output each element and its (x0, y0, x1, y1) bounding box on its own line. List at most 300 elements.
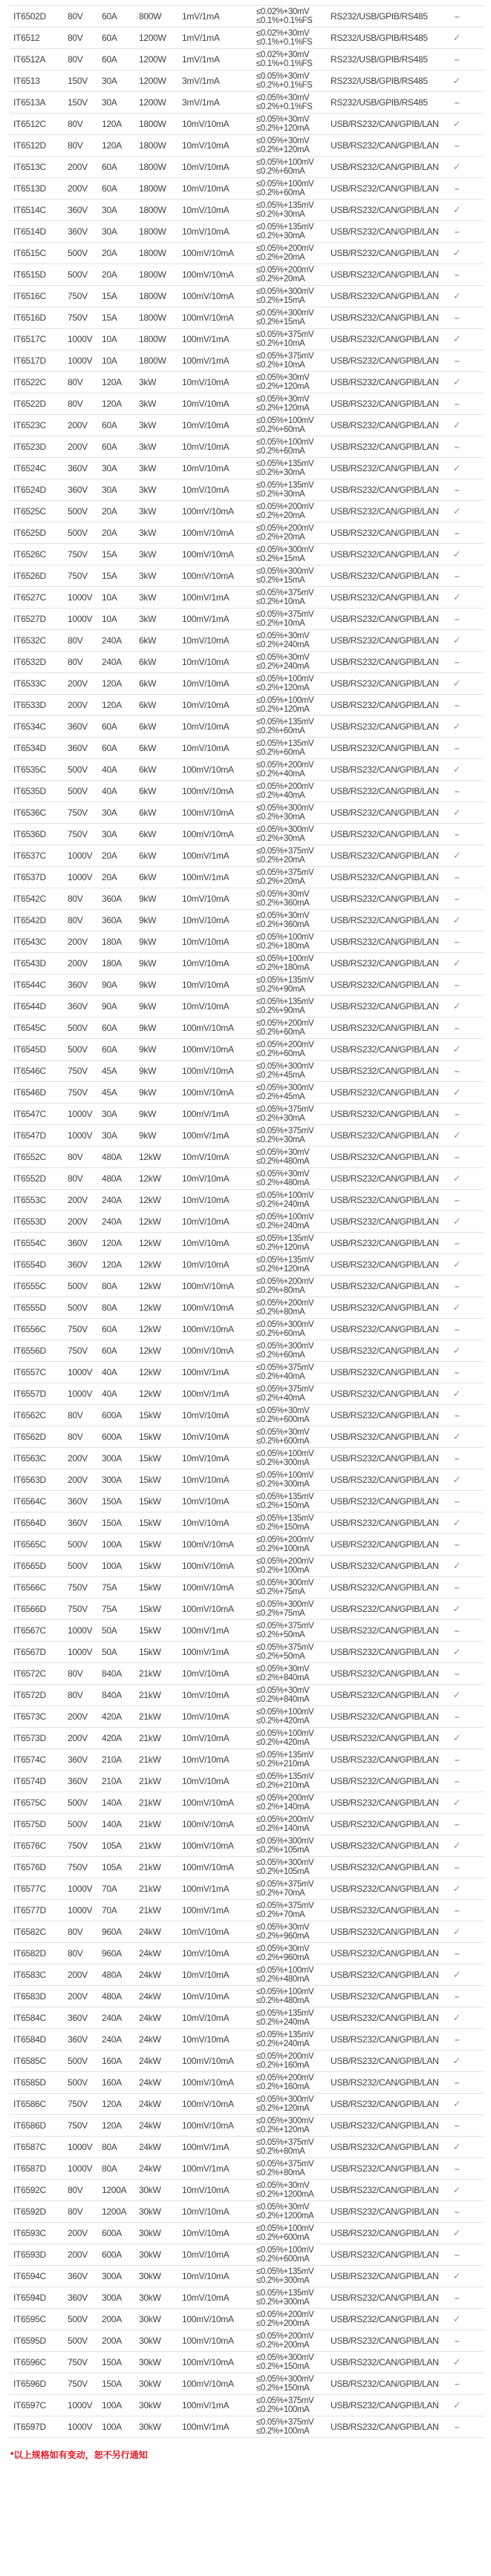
current-cell: 300A (102, 2292, 122, 2303)
accuracy-current-line: ≤0.2%+15mA (256, 576, 305, 585)
model-cell: IT6556D (13, 1346, 46, 1356)
table-row (10, 888, 484, 910)
current-cell: 960A (102, 1948, 122, 1959)
model-cell: IT6554C (13, 1238, 46, 1248)
power-cell: 30kW (139, 2400, 161, 2411)
model-cell: IT6527D (13, 614, 46, 624)
voltage-cell: 500V (68, 248, 88, 258)
resolution-cell: 10mV/10mA (182, 1410, 230, 1420)
resolution-cell: 10mV/10mA (182, 162, 230, 172)
interfaces-cell: USB/RS232/CAN/GPIB/LAN (331, 743, 439, 753)
resolution-cell: 100mV/10mA (182, 2077, 234, 2088)
resolution-cell: 100mV/10mA (182, 2314, 234, 2324)
table-row (10, 2180, 484, 2201)
current-cell: 40A (102, 1389, 117, 1399)
accuracy-voltage-line: ≤0.05%+200mV (256, 502, 314, 511)
accuracy-current-line: ≤0.2%+140mA (256, 1803, 310, 1812)
model-cell: IT6525C (13, 506, 46, 517)
accuracy-voltage-line: ≤0.05%+135mV (256, 2030, 314, 2039)
interfaces-cell: USB/RS232/CAN/GPIB/LAN (331, 2271, 439, 2281)
accuracy-voltage-line: ≤0.05%+100mV (256, 157, 314, 167)
accuracy-current-line: ≤0.2%+240mA (256, 1222, 310, 1230)
accuracy-cell (256, 2310, 331, 2329)
voltage-cell: 200V (68, 1733, 88, 1743)
dash-icon: – (454, 786, 460, 796)
interfaces-cell: USB/RS232/CAN/GPIB/LAN (331, 1862, 439, 1872)
interfaces-cell: USB/RS232/CAN/GPIB/LAN (331, 2120, 439, 2131)
flag-cell (442, 957, 472, 969)
voltage-cell: 360V (68, 980, 88, 990)
current-cell: 120A (102, 1238, 122, 1248)
accuracy-cell (256, 330, 331, 349)
check-icon: ✓ (452, 462, 461, 473)
accuracy-cell (256, 1191, 331, 1210)
model-cell: IT6537C (13, 851, 46, 861)
accuracy-current-line: ≤0.2%+30mA (256, 210, 305, 219)
accuracy-current-line: ≤0.2%+20mA (256, 877, 305, 886)
table-row (10, 243, 484, 264)
accuracy-current-line: ≤0.2%+60mA (256, 447, 305, 456)
check-icon: ✓ (452, 2055, 461, 2066)
dash-icon: – (454, 614, 460, 624)
model-cell: IT6547D (13, 1130, 46, 1141)
resolution-cell: 10mV/10mA (182, 1754, 230, 1765)
accuracy-voltage-line: ≤0.05%+135mV (256, 717, 314, 727)
table-row (10, 1728, 484, 1749)
power-cell: 3kW (139, 485, 157, 495)
flag-cell (442, 2206, 472, 2217)
current-cell: 30A (102, 1130, 117, 1141)
model-cell: IT6565D (13, 1561, 46, 1571)
model-cell: IT6513A (13, 97, 46, 108)
voltage-cell: 750V (68, 1862, 88, 1872)
model-cell: IT6575D (13, 1819, 46, 1829)
voltage-cell: 200V (68, 1475, 88, 1485)
table-row (10, 372, 484, 393)
flag-cell (442, 2120, 472, 2131)
power-cell: 15kW (139, 1604, 161, 1614)
accuracy-current-line: ≤0.2%+100mA (256, 1566, 310, 1575)
resolution-cell: 100mV/10mA (182, 248, 234, 258)
interfaces-cell: USB/RS232/CAN/GPIB/LAN (331, 1432, 439, 1442)
table-row (10, 953, 484, 974)
model-cell: IT6543C (13, 937, 46, 947)
accuracy-voltage-line: ≤0.05%+200mV (256, 1535, 314, 1544)
resolution-cell: 100mV/10mA (182, 312, 234, 323)
current-cell: 600A (102, 1432, 122, 1442)
check-icon: ✓ (452, 2098, 461, 2109)
table-row (10, 458, 484, 479)
current-cell: 240A (102, 1216, 122, 1227)
interfaces-cell: USB/RS232/CAN/GPIB/LAN (331, 2314, 439, 2324)
model-cell: IT6573C (13, 1711, 46, 1722)
interfaces-cell: USB/RS232/CAN/GPIB/LAN (331, 485, 439, 495)
current-cell: 420A (102, 1711, 122, 1722)
table-row (10, 49, 484, 71)
flag-cell (442, 1991, 472, 2002)
model-cell: IT6555C (13, 1281, 46, 1291)
resolution-cell: 10mV/10mA (182, 226, 230, 237)
voltage-cell: 500V (68, 1819, 88, 1829)
flag-cell (442, 2077, 472, 2088)
check-icon: ✓ (452, 721, 461, 732)
voltage-cell: 750V (68, 1346, 88, 1356)
power-cell: 9kW (139, 1130, 157, 1141)
model-cell: IT6512D (13, 140, 46, 151)
voltage-cell: 1000V (68, 2400, 93, 2411)
current-cell: 840A (102, 1668, 122, 1679)
voltage-cell: 750V (68, 549, 88, 560)
accuracy-cell (256, 1019, 331, 1038)
accuracy-voltage-line: ≤0.05%+100mV (256, 1470, 314, 1480)
resolution-cell: 100mV/1mA (182, 2400, 230, 2411)
resolution-cell: 10mV/10mA (182, 1195, 230, 1205)
accuracy-cell (256, 825, 331, 844)
model-cell: IT6512A (13, 54, 46, 65)
check-icon: ✓ (452, 1603, 461, 1614)
voltage-cell: 500V (68, 1797, 88, 1808)
accuracy-voltage-line: ≤0.05%+300mV (256, 2374, 314, 2384)
current-cell: 120A (102, 140, 122, 151)
accuracy-cell (256, 1363, 331, 1382)
check-icon: ✓ (452, 1130, 461, 1141)
voltage-cell: 1000V (68, 1905, 93, 1915)
flag-cell (442, 442, 472, 452)
table-row (10, 824, 484, 845)
table-row (10, 1749, 484, 1771)
voltage-cell: 80V (68, 2185, 83, 2195)
current-cell: 50A (102, 1625, 117, 1636)
table-row (10, 1125, 484, 1147)
model-cell: IT6522D (13, 399, 46, 409)
interfaces-cell: USB/RS232/CAN/GPIB/LAN (331, 1195, 439, 1205)
accuracy-cell (256, 1148, 331, 1167)
check-icon: ✓ (452, 1883, 461, 1894)
accuracy-voltage-line: ≤0.05%+100mV (256, 674, 314, 684)
model-cell: IT6547C (13, 1109, 46, 1119)
current-cell: 40A (102, 786, 117, 796)
interfaces-cell: USB/RS232/CAN/GPIB/LAN (331, 807, 439, 818)
accuracy-voltage-line: ≤0.05%+300mV (256, 286, 314, 296)
table-row (10, 1405, 484, 1426)
accuracy-voltage-line: ≤0.05%+300mV (256, 1341, 314, 1351)
accuracy-current-line: ≤0.2%+600mA (256, 2233, 310, 2242)
current-cell: 45A (102, 1087, 117, 1098)
resolution-cell: 10mV/10mA (182, 442, 230, 452)
current-cell: 105A (102, 1862, 122, 1872)
resolution-cell: 10mV/10mA (182, 1970, 230, 1980)
accuracy-current-line: ≤0.2%+15mA (256, 554, 305, 563)
resolution-cell: 100mV/10mA (182, 1302, 234, 1313)
accuracy-current-line: ≤0.2%+160mA (256, 2082, 310, 2091)
model-cell: IT6595C (13, 2314, 46, 2324)
accuracy-cell (256, 1966, 331, 1985)
accuracy-cell (256, 29, 331, 47)
voltage-cell: 1000V (68, 851, 93, 861)
accuracy-voltage-line: ≤0.05%+200mV (256, 243, 314, 253)
table-row (10, 802, 484, 824)
table-row (10, 1082, 484, 1104)
table-row (10, 1017, 484, 1039)
accuracy-cell (256, 2074, 331, 2092)
accuracy-voltage-line: ≤0.05%+100mV (256, 1987, 314, 1996)
interfaces-cell: USB/RS232/CAN/GPIB/LAN (331, 2034, 439, 2045)
interfaces-cell: USB/RS232/CAN/GPIB/LAN (331, 700, 439, 710)
power-cell: 12kW (139, 1152, 161, 1162)
accuracy-voltage-line: ≤0.05%+135mV (256, 1750, 314, 1760)
accuracy-current-line: ≤0.2%+10mA (256, 339, 305, 348)
accuracy-cell (256, 2160, 331, 2178)
check-icon: ✓ (452, 118, 461, 129)
power-cell: 1800W (139, 162, 166, 172)
resolution-cell: 100mV/1mA (182, 334, 230, 344)
voltage-cell: 1000V (68, 614, 93, 624)
current-cell: 420A (102, 1733, 122, 1743)
interfaces-cell: USB/RS232/CAN/GPIB/LAN (331, 119, 439, 129)
power-cell: 15kW (139, 1453, 161, 1464)
accuracy-current-line: ≤0.2%+40mA (256, 791, 305, 800)
accuracy-voltage-line: ≤0.05%+30mV (256, 1406, 310, 1415)
accuracy-voltage-line: ≤0.05%+100mV (256, 179, 314, 189)
accuracy-cell (256, 2418, 331, 2436)
accuracy-voltage-line: ≤0.05%+30mV (256, 2202, 310, 2212)
check-icon: ✓ (452, 1216, 461, 1227)
voltage-cell: 750V (68, 1066, 88, 1076)
model-cell: IT6515C (13, 248, 46, 258)
accuracy-voltage-line: ≤0.05%+100mV (256, 1212, 314, 1222)
interfaces-cell: USB/RS232/CAN/GPIB/LAN (331, 851, 439, 861)
model-cell: IT6544D (13, 1001, 46, 1012)
accuracy-current-line: ≤0.2%+840mA (256, 1674, 310, 1682)
resolution-cell: 10mV/10mA (182, 1496, 230, 1507)
model-cell: IT6573D (13, 1733, 46, 1743)
current-cell: 70A (102, 1905, 117, 1915)
interfaces-cell: USB/RS232/CAN/GPIB/LAN (331, 937, 439, 947)
current-cell: 200A (102, 2336, 122, 2346)
dash-icon: – (454, 980, 460, 990)
flag-cell (442, 269, 472, 280)
check-icon: ✓ (452, 1173, 461, 1184)
model-cell: IT6524D (13, 485, 46, 495)
check-icon: ✓ (452, 161, 461, 172)
voltage-cell: 500V (68, 1023, 88, 1033)
model-cell: IT6535D (13, 786, 46, 796)
current-cell: 150A (102, 2357, 122, 2367)
current-cell: 10A (102, 614, 117, 624)
model-cell: IT6546D (13, 1087, 46, 1098)
accuracy-cell (256, 2246, 331, 2264)
accuracy-cell (256, 1600, 331, 1619)
model-cell: IT6513D (13, 183, 46, 194)
flag-cell (442, 1259, 472, 1271)
accuracy-cell (256, 524, 331, 543)
accuracy-voltage-line: ≤0.05%+300mV (256, 825, 314, 834)
power-cell: 24kW (139, 1948, 161, 1959)
accuracy-cell (256, 1213, 331, 1231)
interfaces-cell: USB/RS232/CAN/GPIB/LAN (331, 1539, 439, 1550)
voltage-cell: 360V (68, 226, 88, 237)
power-cell: 9kW (139, 915, 157, 925)
voltage-cell: 360V (68, 1001, 88, 1012)
model-cell: IT6535C (13, 764, 46, 775)
interfaces-cell: USB/RS232/CAN/GPIB/LAN (331, 1216, 439, 1227)
voltage-cell: 1000V (68, 1625, 93, 1636)
flag-cell (442, 1066, 472, 1076)
accuracy-voltage-line: ≤0.05%+300mV (256, 1599, 314, 1609)
voltage-cell: 360V (68, 1518, 88, 1528)
resolution-cell: 10mV/10mA (182, 463, 230, 473)
accuracy-current-line: ≤0.2%+840mA (256, 1695, 310, 1704)
voltage-cell: 360V (68, 743, 88, 753)
accuracy-voltage-line: ≤0.05%+375mV (256, 351, 314, 361)
dash-icon: – (454, 743, 460, 753)
interfaces-cell: USB/RS232/CAN/GPIB/LAN (331, 2400, 439, 2411)
interfaces-cell: USB/RS232/CAN/GPIB/LAN (331, 355, 439, 366)
interfaces-cell: USB/RS232/CAN/GPIB/LAN (331, 1948, 439, 1959)
accuracy-voltage-line: ≤0.05%+30mV (256, 394, 310, 404)
resolution-cell: 10mV/10mA (182, 399, 230, 409)
accuracy-current-line: ≤0.2%+120mA (256, 684, 310, 692)
accuracy-cell (256, 1751, 331, 1769)
current-cell: 80A (102, 2142, 117, 2152)
power-cell: 21kW (139, 1884, 161, 1894)
dash-icon: – (454, 97, 460, 108)
model-cell: IT6553C (13, 1195, 46, 1205)
table-row (10, 2416, 484, 2438)
resolution-cell: 3mV/1mA (182, 76, 220, 86)
table-row (10, 630, 484, 652)
dash-icon: – (454, 1862, 460, 1872)
accuracy-current-line: ≤0.2%+480mA (256, 1996, 310, 2005)
resolution-cell: 10mV/10mA (182, 2292, 230, 2303)
voltage-cell: 500V (68, 506, 88, 517)
accuracy-current-line: ≤0.2%+40mA (256, 770, 305, 779)
dash-icon: – (454, 1905, 460, 1915)
accuracy-current-line: ≤0.2%+120mA (256, 382, 310, 391)
flag-cell (442, 2270, 472, 2282)
model-cell: IT6595D (13, 2336, 46, 2346)
flag-cell (442, 376, 472, 388)
accuracy-cell (256, 718, 331, 736)
interfaces-cell: USB/RS232/CAN/GPIB/LAN (331, 1625, 439, 1636)
accuracy-current-line: ≤0.2%+120mA (256, 124, 310, 133)
flag-cell (442, 1560, 472, 1572)
interfaces-cell: USB/RS232/CAN/GPIB/LAN (331, 1453, 439, 1464)
voltage-cell: 360V (68, 463, 88, 473)
accuracy-cell (256, 2095, 331, 2114)
accuracy-voltage-line: ≤0.05%+300mV (256, 308, 314, 318)
model-cell: IT6522C (13, 377, 46, 387)
interfaces-cell: USB/RS232/CAN/GPIB/LAN (331, 1905, 439, 1915)
table-row (10, 738, 484, 759)
check-icon: ✓ (452, 2313, 461, 2324)
interfaces-cell: USB/RS232/CAN/GPIB/LAN (331, 1130, 439, 1141)
model-cell: IT6586C (13, 2099, 46, 2109)
resolution-cell: 10mV/10mA (182, 700, 230, 710)
interfaces-cell: USB/RS232/CAN/GPIB/LAN (331, 1561, 439, 1571)
current-cell: 100A (102, 1539, 122, 1550)
accuracy-cell (256, 2138, 331, 2157)
interfaces-cell: USB/RS232/CAN/GPIB/LAN (331, 1475, 439, 1485)
model-cell: IT6576D (13, 1862, 46, 1872)
resolution-cell: 10mV/10mA (182, 2228, 230, 2238)
flag-cell (442, 54, 472, 65)
accuracy-voltage-line: ≤0.05%+135mV (256, 1255, 314, 1265)
check-icon: ✓ (452, 2184, 461, 2195)
model-cell: IT6585D (13, 2077, 46, 2088)
interfaces-cell: USB/RS232/CAN/GPIB/LAN (331, 764, 439, 775)
resolution-cell: 10mV/10mA (182, 1948, 230, 1959)
power-cell: 6kW (139, 657, 157, 667)
voltage-cell: 200V (68, 1711, 88, 1722)
current-cell: 120A (102, 2099, 122, 2109)
power-cell: 30kW (139, 2314, 161, 2324)
flag-cell (442, 571, 472, 581)
dash-icon: – (454, 1668, 460, 1679)
current-cell: 60A (102, 11, 117, 22)
power-cell: 30kW (139, 2379, 161, 2389)
resolution-cell: 10mV/10mA (182, 485, 230, 495)
flag-cell (442, 419, 472, 431)
voltage-cell: 1000V (68, 592, 93, 603)
dash-icon: – (454, 1819, 460, 1829)
accuracy-current-line: ≤0.2%+60mA (256, 1329, 305, 1338)
voltage-cell: 500V (68, 528, 88, 538)
voltage-cell: 500V (68, 1561, 88, 1571)
resolution-cell: 100mV/10mA (182, 2336, 234, 2346)
power-cell: 30kW (139, 2422, 161, 2432)
accuracy-current-line: ≤0.2%+90mA (256, 985, 305, 994)
interfaces-cell: USB/RS232/CAN/GPIB/LAN (331, 1970, 439, 1980)
voltage-cell: 80V (68, 119, 83, 129)
model-cell: IT6554D (13, 1259, 46, 1270)
resolution-cell: 10mV/10mA (182, 1259, 230, 1270)
accuracy-current-line: ≤0.2%+360mA (256, 899, 310, 908)
voltage-cell: 80V (68, 1432, 83, 1442)
table-row (10, 1362, 484, 1383)
interfaces-cell: USB/RS232/CAN/GPIB/LAN (331, 1690, 439, 1700)
interfaces-cell: USB/RS232/CAN/GPIB/LAN (331, 1152, 439, 1162)
model-cell: IT6516D (13, 312, 46, 323)
resolution-cell: 10mV/10mA (182, 140, 230, 151)
table-row (10, 1685, 484, 1706)
resolution-cell: 10mV/10mA (182, 2034, 230, 2045)
model-cell: IT6593C (13, 2228, 46, 2238)
flag-cell (442, 1431, 472, 1443)
power-cell: 15kW (139, 1496, 161, 1507)
table-row (10, 1147, 484, 1168)
flag-cell (442, 1496, 472, 1507)
dash-icon: – (454, 528, 460, 538)
model-cell: IT6583C (13, 1970, 46, 1980)
table-row (10, 2158, 484, 2180)
power-cell: 9kW (139, 980, 157, 990)
power-cell: 1800W (139, 226, 166, 237)
check-icon: ✓ (452, 505, 461, 517)
resolution-cell: 10mV/10mA (182, 1173, 230, 1184)
accuracy-voltage-line: ≤0.05%+200mV (256, 1556, 314, 1566)
accuracy-voltage-line: ≤0.05%+30mV (256, 93, 310, 102)
table-row (10, 157, 484, 178)
check-icon: ✓ (452, 290, 461, 301)
accuracy-cell (256, 675, 331, 693)
accuracy-current-line: ≤0.2%+120mA (256, 2104, 310, 2113)
voltage-cell: 360V (68, 1754, 88, 1765)
accuracy-current-line: ≤0.2%+40mA (256, 1394, 305, 1403)
flag-cell (442, 548, 472, 560)
voltage-cell: 1000V (68, 1367, 93, 1377)
flag-cell (442, 118, 472, 130)
